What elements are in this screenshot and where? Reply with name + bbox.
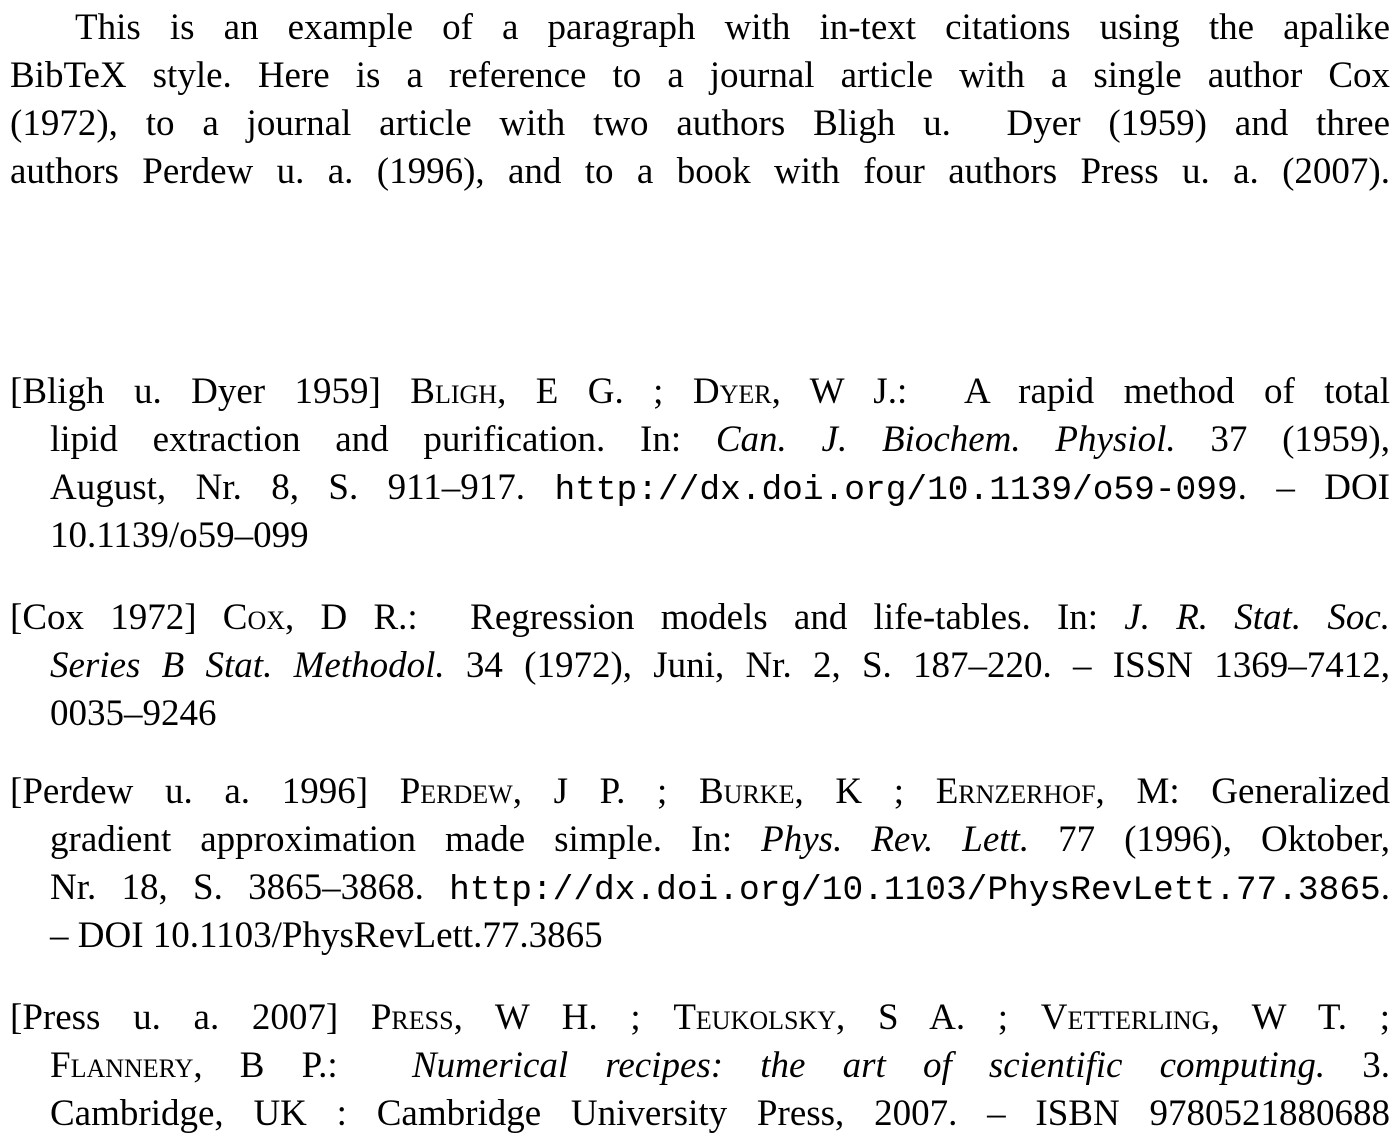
text-segment: 37 (1959), xyxy=(1175,419,1390,460)
paragraph-line xyxy=(10,100,1390,148)
text-segment: [Bligh u. Dyer 1959] xyxy=(10,371,411,412)
text-segment: , S A. ; xyxy=(836,997,1041,1038)
bib-line xyxy=(50,1090,1390,1138)
author-name: Vetterling xyxy=(1040,997,1211,1038)
author-name: Perdew xyxy=(399,771,513,812)
text-segment: Cambridge, UK : Cambridge University Press, 2007. – ISBN 9780521880688 xyxy=(50,1093,1390,1134)
bib-line xyxy=(50,816,1390,864)
paragraph-line xyxy=(10,52,1390,100)
text-segment: Nr. 18, S. 3865–3868. xyxy=(50,867,450,908)
text-segment: gradient approximation made simple. In: xyxy=(50,819,762,860)
text-segment: , W H. ; xyxy=(453,997,674,1038)
text-segment: , E G. ; xyxy=(497,371,693,412)
text-segment: , B P.: xyxy=(193,1045,412,1086)
text-segment: , D R.: Regression models and life-tables. In: xyxy=(285,597,1125,638)
doi-link[interactable]: http://dx.doi.org/10.1139/o59-099 xyxy=(554,471,1238,510)
doi-link[interactable]: http://dx.doi.org/10.1103/PhysRevLett.77.3865 xyxy=(449,871,1381,910)
bib-line xyxy=(50,690,1390,738)
author-name: Cox xyxy=(222,597,286,638)
text-segment: This is an example of a paragraph with in-text citations using the apalike xyxy=(75,7,1390,48)
text-segment: , W J.: A rapid method of total xyxy=(771,371,1390,412)
bib-line xyxy=(10,994,1390,1042)
author-name: Flannery xyxy=(50,1045,194,1086)
author-name: Teukolsky xyxy=(673,997,837,1038)
bib-line xyxy=(50,416,1390,464)
title-italic: J. R. Stat. Soc. xyxy=(1124,597,1390,638)
text-segment: , M: Generalized xyxy=(1095,771,1391,812)
title-italic: Can. J. Biochem. Physiol. xyxy=(715,419,1176,460)
author-name: Dyer xyxy=(692,371,772,412)
text-segment: [Press u. a. 2007] xyxy=(10,997,371,1038)
text-segment: 34 (1972), Juni, Nr. 2, S. 187–220. – ISSN 1369–7412, xyxy=(444,645,1390,686)
bib-line xyxy=(50,642,1390,690)
text-segment: . – DOI xyxy=(1237,467,1390,508)
author-name: Ernzerhof xyxy=(935,771,1096,812)
text-segment: 77 (1996), Oktober, xyxy=(1029,819,1390,860)
text-segment: 3. xyxy=(1325,1045,1390,1086)
text-segment: , K ; xyxy=(794,771,936,812)
paragraph-line xyxy=(75,4,1390,52)
text-segment: 10.1139/o59–099 xyxy=(50,515,309,556)
author-name: Bligh xyxy=(410,371,498,412)
bib-line xyxy=(50,464,1390,512)
text-segment: authors Perdew u. a. (1996), and to a book with four authors Press u. a. (2007). xyxy=(10,151,1390,192)
author-name: Burke xyxy=(699,771,795,812)
text-segment: lipid extraction and purification. In: xyxy=(50,419,716,460)
text-segment: [Cox 1972] xyxy=(10,597,223,638)
bib-line xyxy=(50,512,1390,560)
bib-line xyxy=(50,864,1390,912)
text-segment: , W T. ; xyxy=(1210,997,1390,1038)
bib-line xyxy=(10,594,1390,642)
text-segment: – DOI 10.1103/PhysRevLett.77.3865 xyxy=(50,915,603,956)
text-segment: (1972), to a journal article with two authors Bligh u. Dyer (1959) and three xyxy=(10,103,1390,144)
bib-line xyxy=(10,768,1390,816)
title-italic: Numerical recipes: the art of scientific computing. xyxy=(411,1045,1326,1086)
author-name: Press xyxy=(370,997,454,1038)
bib-line xyxy=(50,1042,1390,1090)
title-italic: Series B Stat. Methodol. xyxy=(50,645,445,686)
bib-line xyxy=(10,368,1390,416)
title-italic: Phys. Rev. Lett. xyxy=(761,819,1030,860)
text-segment: , J P. ; xyxy=(512,771,699,812)
text-segment: . xyxy=(1380,867,1390,908)
text-segment: [Perdew u. a. 1996] xyxy=(10,771,400,812)
bib-line xyxy=(50,912,1390,960)
text-segment: BibTeX style. Here is a reference to a journal article with a single author Cox xyxy=(10,55,1390,96)
text-segment: 0035–9246 xyxy=(50,693,217,734)
paragraph-line xyxy=(10,148,1390,196)
text-segment: August, Nr. 8, S. 911–917. xyxy=(50,467,555,508)
